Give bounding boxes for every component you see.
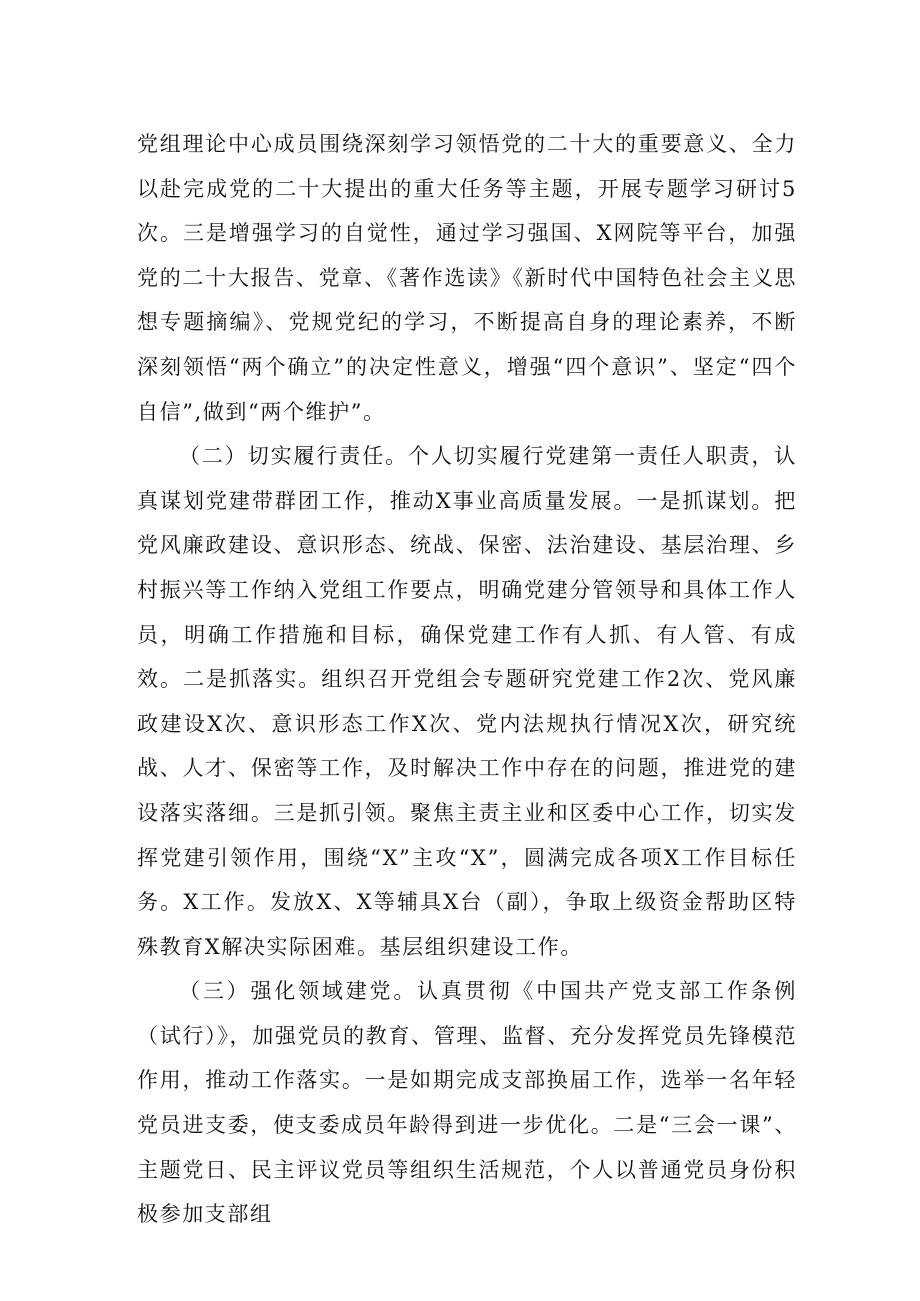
paragraph-strengthen-party-building: （三）强化领域建党。认真贯彻《中国共产党支部工作条例（试行）》，加强党员的教育、管理、监督、充分发挥党员先锋模范作用，推动工作落实。一是如期完成支部换届工作，选举一名年轻党员进支委，使支委成员年龄得到进一步优化。二是“三会一课”、主题党日、民主评议党员等组织生活规范，个人以普通党员身份积极参加支部组 xyxy=(137,979,797,1227)
paragraph-fulfill-responsibility: （二）切实履行责任。个人切实履行党建第一责任人职责，认真谋划党建带群团工作，推动X事业高质量发展。一是抓谋划。把党风廉政建设、意识形态、统战、保密、法治建设、基层治理、乡村振兴等工作纳入党组工作要点，明确党建分管领导和具体工作人员，明确工作措施和目标，确保党建工作有人抓、有人管、有成效。二是抓落实。组织召开党组会专题研究党建工作2次、党风廉政建设X次、意识形态工作X次、党内法规执行情况X次，研究统战、人才、保密等工作，及时解决工作中存在的问题，推进党的建设落实落细。三是抓引领。聚焦主责主业和区委中心工作，切实发挥党建引领作用，围绕“X”主攻“X”，圆满完成各项X工作目标任务。X工作。发放X、X等辅具X台（副），争取上级资金帮助区特殊教育X解决实际困难。基层组织建设工作。 xyxy=(137,444,797,959)
paragraph-study-continued: 党组理论中心成员围绕深刻学习领悟党的二十大的重要意义、全力以赴完成党的二十大提出的重大任务等主题，开展专题学习研讨5次。三是增强学习的自觉性，通过学习强国、X网院等平台，加强党的二十大报告、党章、《著作选读》《新时代中国特色社会主义思想专题摘编》、党规党纪的学习，不断提高自身的理论素养，不断深刻领悟“两个确立”的决定性意义，增强“四个意识”、坚定“四个自信”,做到“两个维护”。 xyxy=(137,132,797,424)
body-text xyxy=(137,122,797,1237)
